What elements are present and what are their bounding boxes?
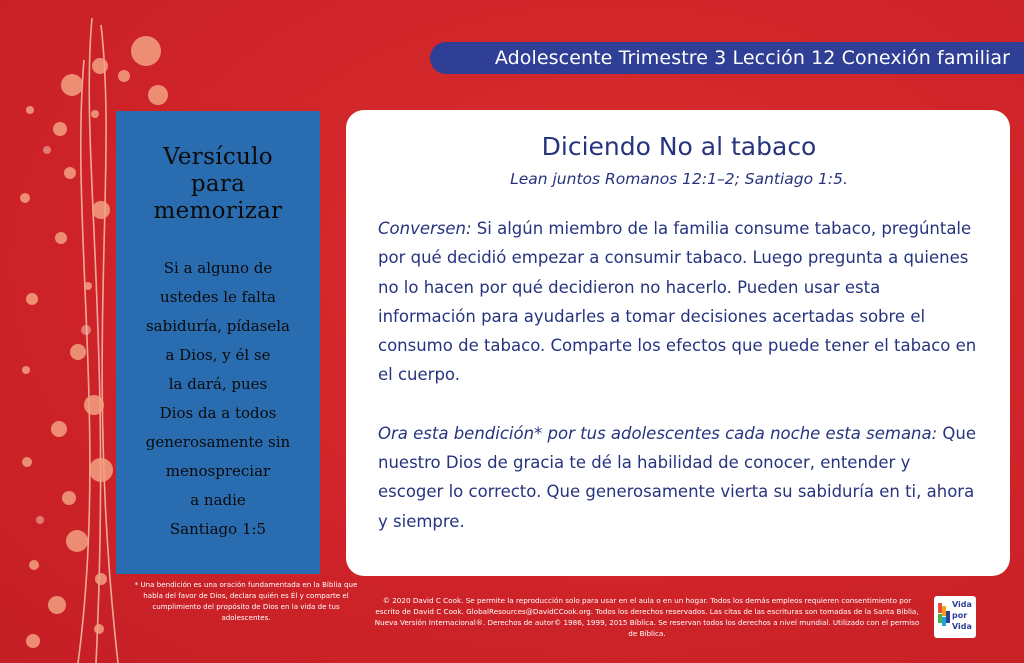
blessing-footnote: * Una bendición es una oración fundamentada en la Biblia que habla del favor de Dios, declara quién es Él y comparte el cumplimiento del propósito de Dios en la vida de tus adolescentes. [134, 580, 358, 622]
logo-word: Vida [952, 622, 972, 631]
verse-line: Dios da a todos [159, 404, 277, 422]
verse-line: a Dios, y él se [165, 346, 271, 364]
lesson-title: Diciendo No al tabaco [541, 132, 817, 161]
verse-reference: Santiago 1:5 [169, 520, 267, 538]
logo-mark-icon [938, 603, 950, 631]
header-banner [430, 42, 1024, 74]
blessing-label: Ora esta bendición* por tus adolescentes cada noche esta semana: [378, 423, 938, 443]
memory-verse-heading-line: memorizar [153, 198, 283, 224]
memory-verse-heading [116, 144, 320, 225]
memory-verse-heading-line: Versículo [163, 144, 273, 170]
copyright-notice: © 2020 David C Cook. Se permite la reproducción solo para usar en el aula o en un hogar. Todos los demás empleos requieren consentimiento por escrito de David C Cook. GlobalResources@DavidCCook.org. Todos los derechos reservados. Las citas de las escrituras son tomadas de la Santa Biblia, Nueva Versión Internacional®. Derechos de autor© 1986, 1999, 2015 Bíblica. Se reservan todos los derechos a nivel mundial. Utilizado con el permiso de Bíblica. [374, 596, 920, 638]
verse-line: la dará, pues [168, 375, 268, 393]
verse-line: menospreciar [165, 462, 271, 480]
verse-line: sabiduría, pídasela [145, 317, 290, 335]
blessing-paragraph [378, 419, 980, 536]
memory-verse-heading-line: para [190, 171, 246, 197]
lesson-header-title: Adolescente Trimestre 3 Lección 12 Conexión familiar [494, 47, 1010, 69]
logo-wordmark [952, 599, 972, 632]
discuss-text: Si algún miembro de la familia consume tabaco, pregúntale por qué decidió empezar a consumir tabaco. Luego pregunta a quienes no lo hacen por qué decidieron no hacerlo. Pueden usar esta información para ayudarles a tomar decisiones acertadas sobre el consumo de tabaco. Comparte los efectos que puede tener el tabaco en el cuerpo. [378, 219, 977, 385]
memory-verse-text [116, 254, 320, 544]
verse-line: Si a alguno de [163, 259, 273, 277]
vida-por-vida-logo [934, 596, 976, 638]
verse-line: a nadie [190, 491, 246, 509]
blessing-text: Que nuestro Dios de gracia te dé la habilidad de conocer, entender y escoger lo correcto. Que generosamente vierta su sabiduría en ti, ahora y siempre. [378, 423, 977, 531]
discuss-paragraph [378, 214, 980, 390]
logo-word: Vida [952, 600, 972, 609]
verse-line: generosamente sin [145, 433, 291, 451]
logo-word: por [952, 611, 968, 620]
verse-line: ustedes le falta [160, 288, 276, 306]
memory-verse-card [116, 111, 320, 574]
scripture-reading: Lean juntos Romanos 12:1–2; Santiago 1:5. [510, 170, 848, 188]
discuss-label: Conversen: [378, 219, 472, 238]
family-connection-card [346, 110, 1010, 576]
